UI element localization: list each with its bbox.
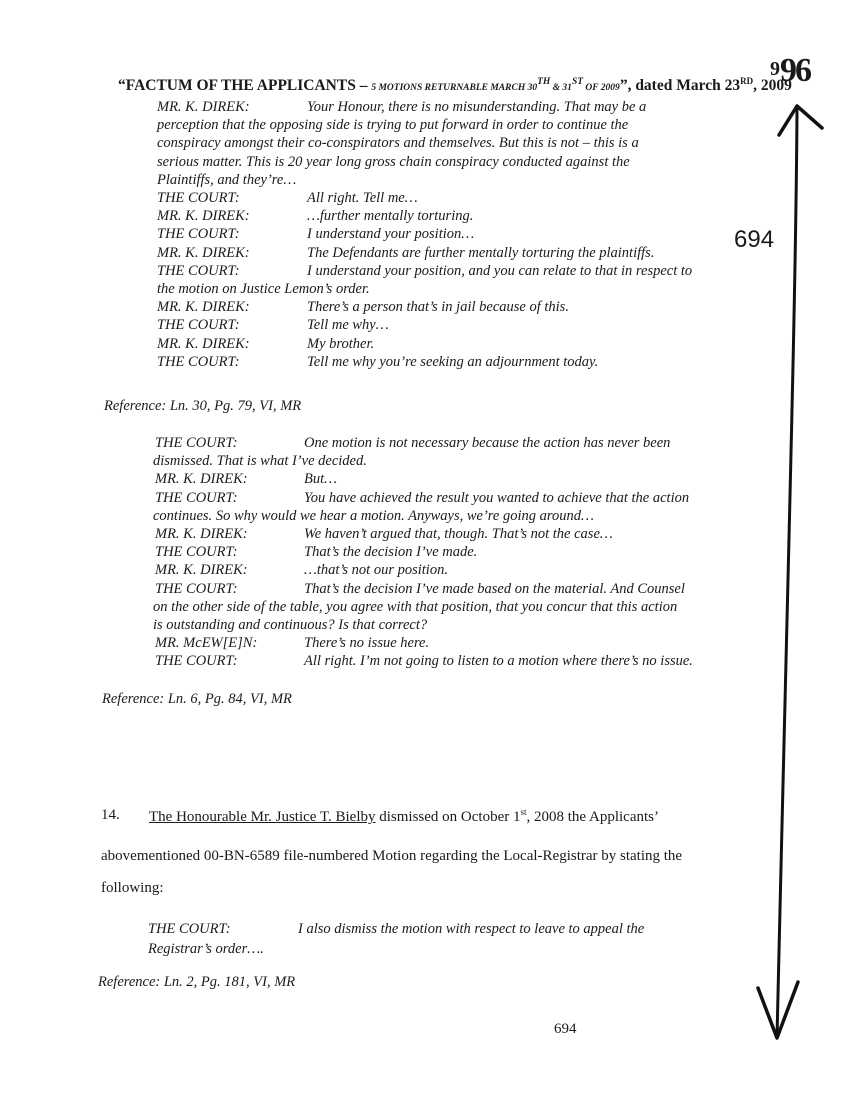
transcript-line-speaker: MR. K. DIREK: xyxy=(155,562,248,579)
transcript-line-text: But… xyxy=(304,471,338,488)
transcript-line-text: Your Honour, there is no misunderstanding. That may be a xyxy=(307,99,647,115)
transcript-line-text: My brother. xyxy=(307,335,375,352)
transcript-line-speaker: THE COURT: xyxy=(157,353,240,370)
transcript-line-speaker: THE COURT: xyxy=(155,544,238,561)
transcript-line-speaker: MR. K. DIREK: xyxy=(157,99,250,115)
transcript-line-speaker: THE COURT: xyxy=(155,653,238,670)
transcript-line-speaker: THE COURT: xyxy=(155,435,238,451)
transcript-line-text: I also dismiss the motion with respect to leave to appeal the xyxy=(298,921,645,937)
transcript-line-speaker: THE COURT: xyxy=(157,226,240,243)
transcript-line-text: You have achieved the result you wanted to achieve that the action xyxy=(304,489,690,506)
transcript-line-text: All right. Tell me… xyxy=(307,190,418,206)
transcript-line-text: perception that the opposing side is trying to put forward in order to continue the xyxy=(157,117,629,134)
header-motions: 5 MOTIONS RETURNABLE MARCH 30 xyxy=(371,83,538,94)
transcript-line-text: All right. I’m not going to listen to a motion where there’s no issue. xyxy=(304,653,693,670)
transcript-line-text: serious matter. This is 20 year long gross chain conspiracy conducted against the xyxy=(157,153,630,170)
transcript-line-speaker: THE COURT: xyxy=(157,317,240,334)
header-sup-st: ST xyxy=(571,77,584,87)
header-sup-th: TH xyxy=(537,77,551,87)
paragraph-14-line-1-rest: dismissed on October 1 xyxy=(375,809,521,825)
judge-name: The Honourable Mr. Justice T. Bielby xyxy=(149,809,376,825)
transcript-line-speaker: MR. K. DIREK: xyxy=(157,208,250,225)
transcript-line-speaker: THE COURT: xyxy=(157,190,240,206)
header-amp: & 31 xyxy=(550,83,572,94)
paragraph-14-line-2: abovementioned 00-BN-6589 file-numbered Motion regarding the Local-Registrar by stating the xyxy=(101,848,683,864)
transcript-line-text: I understand your position… xyxy=(307,226,475,243)
transcript-line-text: continues. So why would we hear a motion. Anyways, we’re going around… xyxy=(153,507,594,524)
transcript-line-text: I understand your position, and you can relate to that in respect to xyxy=(307,262,693,279)
transcript-line-text: …that’s not our position. xyxy=(304,562,448,579)
transcript-line-text: One motion is not necessary because the action has never been xyxy=(304,435,671,451)
transcript-line-speaker: MR. K. DIREK: xyxy=(155,526,248,542)
transcript-line-text: Registrar’s order…. xyxy=(148,941,264,957)
transcript-line-text: is outstanding and continuous? Is that correct? xyxy=(153,617,428,633)
paragraph-14-line-3: following: xyxy=(101,880,164,896)
transcript-line-speaker: MR. K. DIREK: xyxy=(157,299,250,316)
transcript-line-speaker: MR. McEW[E]N: xyxy=(155,635,258,652)
transcript-line-text: conspiracy amongst their co-conspirators and themselves. But this is not – this is a xyxy=(157,135,639,152)
header-suffix: ”, dated March 23 xyxy=(619,77,741,95)
transcript-line-text: We haven’t argued that, though. That’s not the case… xyxy=(304,526,613,542)
header-prefix: “FACTUM OF THE APPLICANTS – xyxy=(118,77,372,95)
paragraph-14-number: 14. xyxy=(101,807,120,823)
transcript-line-speaker: MR. K. DIREK: xyxy=(157,335,250,352)
transcript-line-speaker: THE COURT: xyxy=(155,489,238,506)
stamp-number-large: 96 xyxy=(780,52,810,89)
page-number: 694 xyxy=(554,1021,577,1037)
paragraph-14-line-1-end: , 2008 the Applicants’ xyxy=(526,809,659,825)
transcript-line-text: the motion on Justice Lemon’s order. xyxy=(157,281,370,297)
header-year: , 2009 xyxy=(753,77,792,95)
transcript-line-text: There’s no issue here. xyxy=(304,635,430,652)
transcript-line-text: Tell me why… xyxy=(307,317,389,334)
transcript-line-text: Plaintiffs, and they’re… xyxy=(157,171,297,188)
transcript-line-speaker: THE COURT: xyxy=(157,262,240,279)
document-header xyxy=(118,76,792,95)
transcript-line-text: That’s the decision I’ve made. xyxy=(304,544,478,561)
side-page-number: 694 xyxy=(734,226,775,253)
transcript-line-speaker: MR. K. DIREK: xyxy=(155,471,248,488)
paragraph-14-line-1 xyxy=(149,807,659,826)
reference-2: Reference: Ln. 6, Pg. 84, VI, MR xyxy=(102,691,292,707)
header-sup-rd: RD xyxy=(740,76,754,86)
reference-3: Reference: Ln. 2, Pg. 181, VI, MR xyxy=(98,974,296,990)
transcript-line-speaker: THE COURT: xyxy=(148,921,231,937)
header-of-year: OF 2009 xyxy=(583,83,620,94)
transcript-line-text: The Defendants are further mentally torturing the plaintiffs. xyxy=(307,244,655,261)
transcript-line-text: on the other side of the table, you agree with that position, that you concur that this action xyxy=(153,598,678,615)
paragraph-14-sup: st xyxy=(520,807,527,817)
transcript-line-text: Tell me why you’re seeking an adjournment today. xyxy=(307,353,599,370)
stamp-number-small: 9 xyxy=(770,58,780,80)
transcript-line-text: dismissed. That is what I’ve decided. xyxy=(153,453,367,470)
transcript-line-speaker: THE COURT: xyxy=(155,580,238,597)
transcript-line-text: That’s the decision I’ve made based on the material. And Counsel xyxy=(304,580,685,597)
transcript-line-text: There’s a person that’s in jail because of this. xyxy=(307,299,569,316)
transcript-line-text: …further mentally torturing. xyxy=(307,208,474,225)
transcript-line-speaker: MR. K. DIREK: xyxy=(157,244,250,261)
reference-1: Reference: Ln. 30, Pg. 79, VI, MR xyxy=(104,398,302,414)
